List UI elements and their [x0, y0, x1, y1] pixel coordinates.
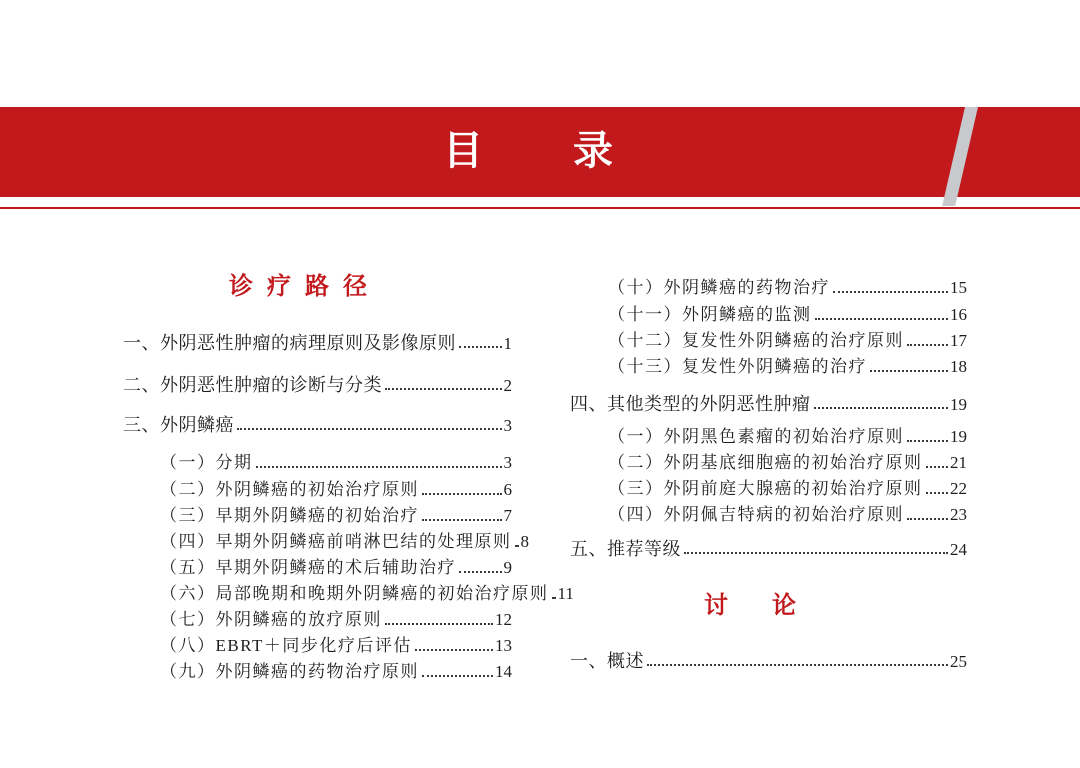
- toc-entry-page: 15: [950, 278, 967, 297]
- toc-entry-page: 24: [950, 540, 967, 559]
- dotted-leader: [870, 370, 948, 372]
- toc-entry[interactable]: [570, 648, 967, 674]
- toc-entry-page: 18: [950, 357, 967, 376]
- toc-entry-page: 9: [503, 558, 512, 577]
- toc-entry-page: 16: [950, 305, 967, 324]
- toc-entry[interactable]: [110, 412, 512, 438]
- toc-entry-label: 五、推荐等级: [570, 539, 681, 559]
- header-rule: [0, 207, 1080, 209]
- toc-entry-page: 3: [503, 416, 512, 435]
- toc-entry-page: 25: [950, 652, 967, 671]
- dotted-leader: [907, 440, 948, 442]
- dotted-leader: [815, 318, 949, 320]
- toc-entry[interactable]: [110, 659, 512, 685]
- toc-entry[interactable]: [570, 424, 967, 450]
- page-title-char2: 录: [573, 129, 613, 173]
- page-title-char1: 目: [443, 129, 483, 173]
- toc-entry-label: 三、外阴鳞癌: [123, 415, 234, 435]
- toc-column-left: [110, 272, 574, 685]
- toc-entry[interactable]: [570, 476, 967, 502]
- toc-entry-page: 22: [950, 479, 967, 498]
- dotted-leader: [237, 428, 502, 430]
- toc-entry-label: （十三）复发性外阴鳞癌的治疗: [608, 357, 867, 376]
- toc-entry-label: （四）外阴佩吉特病的初始治疗原则: [608, 505, 904, 524]
- dotted-leader: [515, 545, 519, 547]
- dotted-leader: [814, 407, 949, 409]
- toc-entry-label: （八）EBRT＋同步化疗后评估: [160, 636, 412, 655]
- dotted-leader: [907, 518, 948, 520]
- toc-entry-label: 二、外阴恶性肿瘤的诊断与分类: [123, 375, 382, 395]
- section-heading-clinical-pathway: 诊 疗 路 径: [229, 274, 371, 300]
- toc-entry[interactable]: [570, 391, 967, 417]
- toc-entry-label: （四）早期外阴鳞癌前哨淋巴结的处理原则: [160, 532, 512, 551]
- toc-entry[interactable]: [570, 328, 967, 354]
- toc-entry-page: 12: [495, 610, 512, 629]
- toc-entry-page: 3: [503, 453, 512, 472]
- toc-entry-page: 21: [950, 453, 967, 472]
- toc-entry[interactable]: [570, 450, 967, 476]
- toc-entry[interactable]: [110, 450, 512, 476]
- dotted-leader: [415, 649, 493, 651]
- toc-entry-page: 23: [950, 505, 967, 524]
- toc-entry-label: （六）局部晚期和晚期外阴鳞癌的初始治疗原则: [160, 584, 549, 603]
- dotted-leader: [459, 346, 502, 348]
- dotted-leader: [833, 291, 948, 293]
- toc-entry-page: 8: [520, 532, 529, 551]
- toc-entry-page: 1: [503, 334, 512, 353]
- toc-entry[interactable]: [110, 372, 512, 398]
- toc-entry-label: （三）外阴前庭大腺癌的初始治疗原则: [608, 479, 923, 498]
- toc-entry-label: （二）外阴基底细胞癌的初始治疗原则: [608, 453, 923, 472]
- toc-entry-label: （十一）外阴鳞癌的监测: [608, 305, 812, 324]
- toc-entry[interactable]: [570, 275, 967, 301]
- toc-entry-label: （一）分期: [160, 453, 253, 472]
- toc-entry-page: 19: [950, 395, 967, 414]
- toc-entry-label: 四、其他类型的外阴恶性肿瘤: [570, 394, 811, 414]
- toc-entry-label: （二）外阴鳞癌的初始治疗原则: [160, 480, 419, 499]
- toc-entry-page: 7: [503, 506, 512, 525]
- toc-entry-page: 2: [503, 376, 512, 395]
- dotted-leader: [926, 466, 949, 468]
- toc-entry[interactable]: [110, 330, 512, 356]
- header-band: [0, 107, 1080, 197]
- toc-entry-label: （十）外阴鳞癌的药物治疗: [608, 278, 830, 297]
- dotted-leader: [385, 388, 502, 390]
- toc-entry-page: 14: [495, 662, 512, 681]
- toc-entry-page: 13: [495, 636, 512, 655]
- toc-entry[interactable]: [110, 633, 512, 659]
- dotted-leader: [647, 664, 948, 666]
- toc-entry[interactable]: [110, 477, 512, 503]
- dotted-leader: [684, 552, 948, 554]
- dotted-leader: [459, 571, 502, 573]
- toc-column-right: [570, 275, 967, 674]
- toc-entry-label: （三）早期外阴鳞癌的初始治疗: [160, 506, 419, 525]
- toc-entry-page: 17: [950, 331, 967, 350]
- dotted-leader: [422, 675, 493, 677]
- toc-entry-page: 19: [950, 427, 967, 446]
- toc-entry[interactable]: [570, 502, 967, 528]
- toc-entry[interactable]: [570, 354, 967, 380]
- dotted-leader: [552, 597, 556, 599]
- toc-entry-label: 一、概述: [570, 651, 644, 671]
- toc-entry-label: （五）早期外阴鳞癌的术后辅助治疗: [160, 558, 456, 577]
- toc-entry-label: （九）外阴鳞癌的药物治疗原则: [160, 662, 419, 681]
- toc-entry-page: 11: [557, 584, 574, 603]
- toc-entry-label: （七）外阴鳞癌的放疗原则: [160, 610, 382, 629]
- dotted-leader: [256, 466, 502, 468]
- toc-entry[interactable]: [110, 503, 512, 529]
- toc-entry-label: 一、外阴恶性肿瘤的病理原则及影像原则: [123, 333, 456, 353]
- section-heading-discussion: 讨 论: [704, 593, 800, 619]
- toc-entry[interactable]: [110, 555, 512, 581]
- dotted-leader: [385, 623, 493, 625]
- toc-entry[interactable]: [110, 607, 512, 633]
- toc-entry-label: （十二）复发性外阴鳞癌的治疗原则: [608, 331, 904, 350]
- toc-entry[interactable]: [110, 581, 574, 607]
- toc-entry[interactable]: [110, 529, 529, 555]
- toc-entry[interactable]: [570, 536, 967, 562]
- dotted-leader: [422, 519, 502, 521]
- dotted-leader: [907, 344, 948, 346]
- toc-entry-label: （一）外阴黑色素瘤的初始治疗原则: [608, 427, 904, 446]
- toc-entry-page: 6: [503, 480, 512, 499]
- dotted-leader: [422, 493, 502, 495]
- toc-entry[interactable]: [570, 302, 967, 328]
- dotted-leader: [926, 492, 949, 494]
- page-title: [0, 131, 1080, 171]
